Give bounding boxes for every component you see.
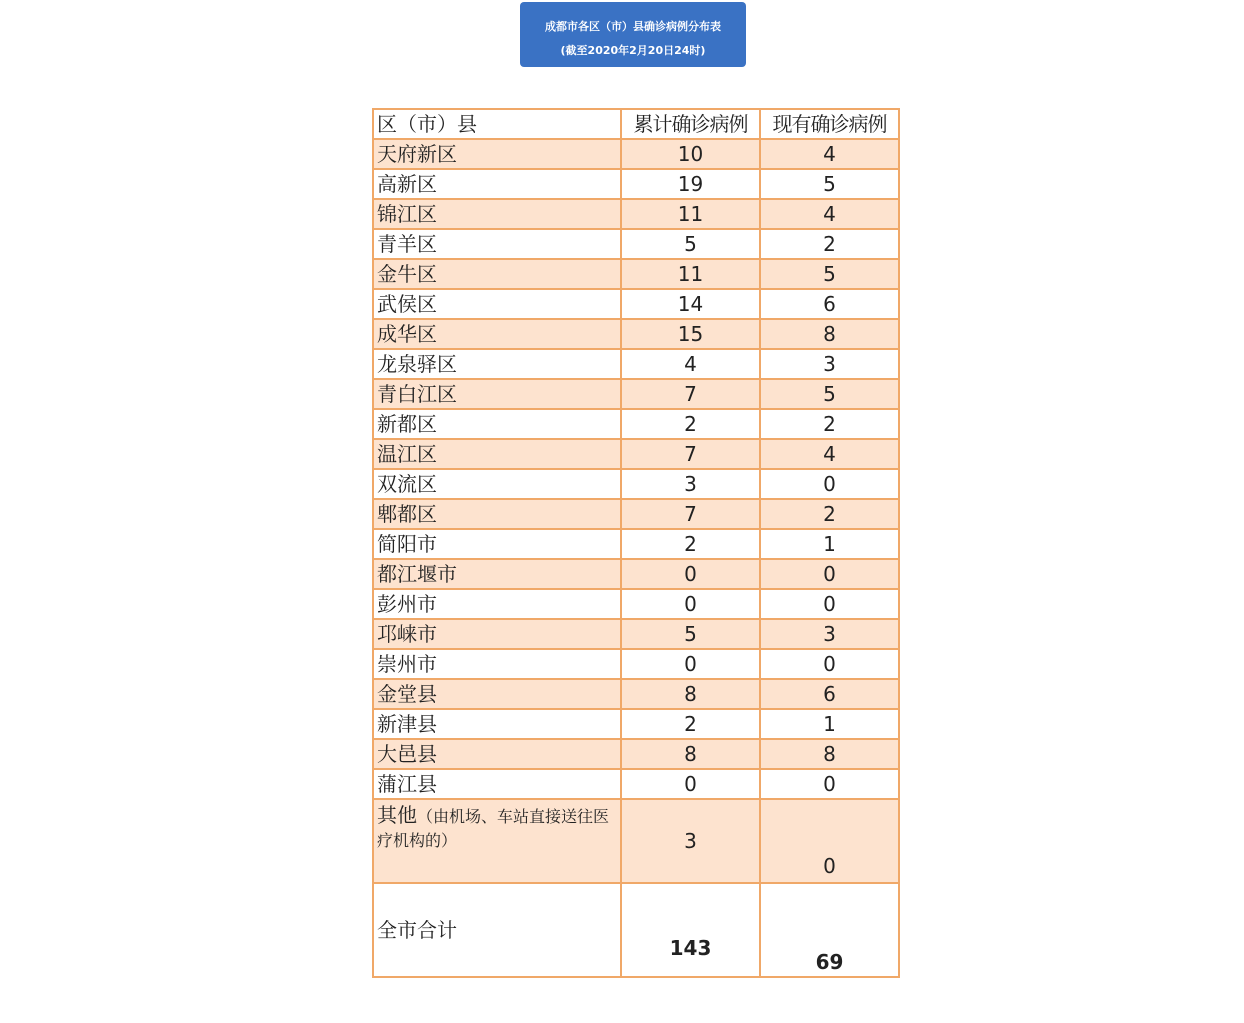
table-row	[373, 379, 899, 409]
district-cell-total: 全市合计	[373, 883, 621, 977]
cumulative-cell: 8	[621, 679, 760, 709]
table-row	[373, 709, 899, 739]
current-cell: 4	[760, 199, 899, 229]
table-row	[373, 229, 899, 259]
district-cell: 金堂县	[373, 679, 621, 709]
district-cell: 金牛区	[373, 259, 621, 289]
current-cell: 5	[760, 169, 899, 199]
current-cell: 1	[760, 529, 899, 559]
table-row	[373, 679, 899, 709]
table-row	[373, 499, 899, 529]
table-row	[373, 409, 899, 439]
current-cell: 2	[760, 229, 899, 259]
cumulative-cell: 5	[621, 229, 760, 259]
district-cell: 邛崃市	[373, 619, 621, 649]
district-cell: 蒲江县	[373, 769, 621, 799]
cumulative-cell: 2	[621, 709, 760, 739]
current-cell-other: 0	[760, 799, 899, 883]
current-cell: 8	[760, 739, 899, 769]
cumulative-cell: 10	[621, 139, 760, 169]
table-row	[373, 199, 899, 229]
district-cell: 大邑县	[373, 739, 621, 769]
cumulative-cell: 5	[621, 619, 760, 649]
cumulative-cell: 8	[621, 739, 760, 769]
district-cell: 都江堰市	[373, 559, 621, 589]
table-row	[373, 169, 899, 199]
other-note: （由机场、车站直接送往医疗机构的）	[377, 807, 610, 850]
table-row	[373, 139, 899, 169]
title-line-1: 成都市各区（市）县确诊病例分布表	[545, 20, 721, 33]
table-row	[373, 289, 899, 319]
current-cell: 1	[760, 709, 899, 739]
current-cell: 0	[760, 769, 899, 799]
district-cell: 锦江区	[373, 199, 621, 229]
cumulative-cell-total: 143	[621, 883, 760, 977]
district-cell: 青白江区	[373, 379, 621, 409]
case-distribution-table	[372, 108, 900, 978]
table-title-banner	[520, 2, 746, 67]
district-cell: 天府新区	[373, 139, 621, 169]
cumulative-cell: 11	[621, 199, 760, 229]
current-cell: 4	[760, 439, 899, 469]
table-row	[373, 529, 899, 559]
current-cell: 2	[760, 499, 899, 529]
current-cell: 3	[760, 619, 899, 649]
current-cell: 0	[760, 469, 899, 499]
cumulative-cell: 0	[621, 589, 760, 619]
district-cell: 龙泉驿区	[373, 349, 621, 379]
table-row	[373, 739, 899, 769]
cumulative-cell: 0	[621, 559, 760, 589]
current-cell: 5	[760, 379, 899, 409]
district-cell: 彭州市	[373, 589, 621, 619]
table-row	[373, 439, 899, 469]
current-cell: 2	[760, 409, 899, 439]
table-row	[373, 769, 899, 799]
cumulative-cell: 19	[621, 169, 760, 199]
cumulative-cell: 0	[621, 649, 760, 679]
current-cell-total: 69	[760, 883, 899, 977]
table-row	[373, 259, 899, 289]
table-row	[373, 559, 899, 589]
current-cell: 4	[760, 139, 899, 169]
current-cell: 5	[760, 259, 899, 289]
table-row	[373, 589, 899, 619]
cumulative-cell: 0	[621, 769, 760, 799]
current-cell: 6	[760, 679, 899, 709]
title-line-2: (截至2020年2月20日24时)	[560, 44, 706, 57]
cumulative-cell: 7	[621, 439, 760, 469]
other-label: 其他	[377, 803, 417, 827]
header-cumulative: 累计确诊病例	[621, 109, 760, 139]
table-row	[373, 319, 899, 349]
table-row-other	[373, 799, 899, 883]
cumulative-cell: 14	[621, 289, 760, 319]
district-cell: 成华区	[373, 319, 621, 349]
cumulative-cell: 2	[621, 529, 760, 559]
district-cell: 新津县	[373, 709, 621, 739]
current-cell: 8	[760, 319, 899, 349]
cumulative-cell: 7	[621, 499, 760, 529]
table-row	[373, 619, 899, 649]
district-cell: 温江区	[373, 439, 621, 469]
table-row	[373, 469, 899, 499]
district-cell: 双流区	[373, 469, 621, 499]
cumulative-cell: 7	[621, 379, 760, 409]
district-cell: 高新区	[373, 169, 621, 199]
district-cell: 崇州市	[373, 649, 621, 679]
current-cell: 0	[760, 649, 899, 679]
district-cell: 新都区	[373, 409, 621, 439]
current-cell: 6	[760, 289, 899, 319]
header-district: 区（市）县	[373, 109, 621, 139]
cumulative-cell: 11	[621, 259, 760, 289]
header-current: 现有确诊病例	[760, 109, 899, 139]
table-row	[373, 649, 899, 679]
cumulative-cell: 4	[621, 349, 760, 379]
district-cell-other	[373, 799, 621, 883]
table-row	[373, 349, 899, 379]
cumulative-cell: 15	[621, 319, 760, 349]
district-cell: 郫都区	[373, 499, 621, 529]
district-cell: 武侯区	[373, 289, 621, 319]
current-cell: 0	[760, 559, 899, 589]
table-row-total	[373, 883, 899, 977]
district-cell: 青羊区	[373, 229, 621, 259]
cumulative-cell: 3	[621, 469, 760, 499]
table-header-row	[373, 109, 899, 139]
cumulative-cell: 2	[621, 409, 760, 439]
current-cell: 0	[760, 589, 899, 619]
current-cell: 3	[760, 349, 899, 379]
district-cell: 简阳市	[373, 529, 621, 559]
cumulative-cell-other: 3	[621, 799, 760, 883]
